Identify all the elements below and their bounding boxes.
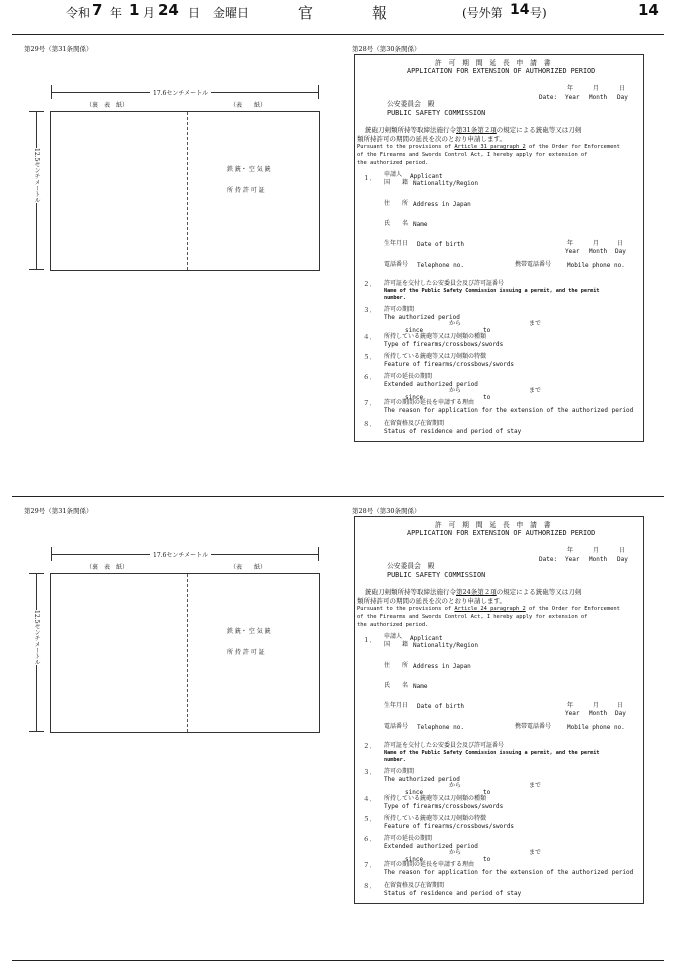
permit-card-diagram: [0, 462, 340, 762]
item6-en: Extended authorized period: [384, 381, 478, 388]
item6-number: ６．: [363, 835, 376, 843]
dob-en: Date of birth: [417, 703, 464, 710]
item8-number: ８．: [363, 420, 376, 428]
date-year-jp: 年: [567, 547, 574, 554]
item8-number: ８．: [363, 882, 376, 890]
width-dim-tick-left: [51, 547, 52, 561]
intro-en-line1: [357, 607, 620, 612]
header-month-unit: 月: [143, 6, 156, 20]
mobile-en: Mobile phone no.: [567, 262, 625, 269]
item5-jp: 所持している銃砲等又は刀剣類の特徴: [384, 353, 487, 360]
item4-jp: 所持している銃砲等又は刀剣類の種類: [384, 795, 487, 802]
item6-jp: 許可の延長の期間: [384, 373, 433, 380]
intro-jp-part1: 銃砲刀剣類所持等取締法施行令: [365, 588, 456, 596]
intro-en-line1: [357, 145, 620, 150]
dob-jp: 生年月日: [384, 702, 409, 709]
intro-jp-part1: 銃砲刀剣類所持等取締法施行令: [365, 126, 456, 134]
address-jp: 住 所: [384, 662, 409, 669]
item3-jp: 許可の期間: [384, 306, 415, 313]
date-day-jp: 日: [619, 547, 626, 554]
item2-jp: 許可証を交付した公安委員会及び許可証番号: [384, 742, 505, 749]
item6-jp: 許可の延長の期間: [384, 835, 433, 842]
item5-number: ５．: [363, 815, 376, 823]
item5-number: ５．: [363, 353, 376, 361]
mobile-jp: 携帯電話番号: [515, 723, 552, 730]
phone-en: Telephone no.: [417, 724, 464, 731]
width-dimension-label: 17.6センチメートル: [150, 88, 211, 97]
mobile-jp: 携帯電話番号: [515, 261, 552, 268]
date-label-en: Date:: [539, 94, 558, 101]
header-weekday: 金曜日: [213, 6, 250, 20]
date-year-jp: 年: [567, 85, 574, 92]
item3-to-en: to: [483, 327, 491, 334]
item6-from-jp: から: [449, 849, 462, 856]
intro-jp-line1: [365, 127, 581, 134]
item1-number: １．: [363, 636, 376, 644]
header-year-unit: 年: [110, 6, 123, 20]
card-fold-line: [187, 574, 188, 732]
item5-jp: 所持している銃砲等又は刀剣類の特徴: [384, 815, 487, 822]
form-title-jp: 許 可 期 間 延 長 申 請 書: [435, 521, 551, 529]
header-issue: (号外第: [462, 6, 503, 20]
dob-year-jp: 年: [567, 240, 574, 247]
item5-en: Feature of firearms/crossbows/swords: [384, 823, 515, 830]
item3-since-en: since: [405, 789, 424, 796]
permit-card-diagram: [0, 0, 340, 300]
header-issue-end: 号): [530, 6, 547, 20]
dob-month-en: Month: [589, 710, 608, 717]
item8-en: Status of residence and period of stay: [384, 890, 522, 897]
intro-en-part2: of the Order for Enforcement: [525, 144, 620, 150]
width-dim-tick-right: [318, 547, 319, 561]
item3-en: The authorized period: [384, 314, 460, 321]
intro-en-article: Article 31 paragraph 2: [454, 144, 526, 150]
item4-jp: 所持している銃砲等又は刀剣類の種類: [384, 333, 487, 340]
item7-en: The reason for application for the extension of the authorized period: [384, 869, 634, 876]
item7-en: The reason for application for the extension of the authorized period: [384, 407, 634, 414]
item4-number: ４．: [363, 333, 376, 341]
item4-en: Type of firearms/crossbows/swords: [384, 803, 504, 810]
back-cover-label: （裏 表 紙）: [86, 102, 129, 109]
item2-en-line2: number.: [384, 295, 406, 301]
item6-to-en: to: [483, 394, 491, 401]
intro-jp-line2: 類所持許可の期間の延長を次のとおり申請します。: [357, 597, 506, 605]
name-jp: 氏 名: [384, 220, 409, 227]
item4-number: ４．: [363, 795, 376, 803]
width-dimension-label: 17.6センチメートル: [150, 550, 211, 559]
height-dimension-label: 12.5センチメートル: [33, 610, 40, 666]
item6-since-en: since: [405, 394, 424, 401]
item5-en: Feature of firearms/crossbows/swords: [384, 361, 515, 368]
card-fold-line: [187, 112, 188, 270]
item3-from-jp: から: [449, 320, 462, 327]
form-title-en: APPLICATION FOR EXTENSION OF AUTHORIZED PERIOD: [407, 529, 596, 537]
intro-jp-line1: [365, 589, 581, 596]
item6-from-jp: から: [449, 387, 462, 394]
phone-jp: 電話番号: [384, 261, 409, 268]
address-jp: 住 所: [384, 200, 409, 207]
card-title-line1: 鉄 銃・ 空 気 銃: [227, 628, 271, 635]
form-28-label: 第28号（第30条関係）: [352, 45, 421, 53]
dob-year-en: Year: [565, 710, 580, 717]
height-dim-tick-top: [29, 111, 44, 112]
dob-jp: 生年月日: [384, 240, 409, 247]
intro-en-line2: of the Firearms and Swords Control Act, I hereby apply for extension of: [357, 614, 588, 620]
applicant-en: Applicant: [410, 635, 443, 642]
intro-jp-article: 第31条第２項: [456, 126, 497, 134]
intro-jp-article: 第24条第２項: [456, 588, 497, 596]
item8-en: Status of residence and period of stay: [384, 428, 522, 435]
item2-jp: 許可証を交付した公安委員会及び許可証番号: [384, 280, 505, 287]
addressee-jp: 公安委員会 殿: [387, 562, 435, 570]
intro-jp-line2: 類所持許可の期間の延長を次のとおり申請します。: [357, 135, 506, 143]
item3-number: ３．: [363, 306, 376, 314]
date-day-en: Day: [617, 94, 628, 101]
dob-year-en: Year: [565, 248, 580, 255]
item2-en-line1: Name of the Public Safety Commission issuing a permit, and the permit: [384, 750, 600, 756]
header-issue-num: 14: [510, 2, 530, 18]
date-year-en: Year: [565, 94, 580, 101]
item3-number: ３．: [363, 768, 376, 776]
address-en: Address in Japan: [413, 663, 471, 670]
item7-number: ７．: [363, 399, 376, 407]
dob-day-en: Day: [615, 710, 626, 717]
dob-month-en: Month: [589, 248, 608, 255]
item3-to-en: to: [483, 789, 491, 796]
applicant-jp: 申請人: [384, 633, 403, 640]
date-month-jp: 月: [593, 547, 600, 554]
divider-rule: [12, 496, 664, 497]
item6-since-en: since: [405, 856, 424, 863]
header-title: 官 報: [298, 4, 410, 22]
name-en: Name: [413, 221, 428, 228]
back-cover-label: （裏 表 紙）: [86, 564, 129, 571]
item2-number: ２．: [363, 280, 376, 288]
front-cover-label: （表 紙）: [230, 102, 267, 109]
date-label-en: Date:: [539, 556, 558, 563]
form-28-label: 第28号（第30条関係）: [352, 507, 421, 515]
dob-day-jp: 日: [617, 702, 624, 709]
form-29-label: 第29号（第31条関係）: [24, 507, 93, 515]
item6-until-jp: まで: [529, 387, 542, 394]
item7-number: ７．: [363, 861, 376, 869]
item3-jp: 許可の期間: [384, 768, 415, 775]
date-month-en: Month: [589, 94, 608, 101]
dob-en: Date of birth: [417, 241, 464, 248]
intro-jp-part2: の規定による銃砲等又は刀剣: [496, 588, 582, 596]
card-title-line2: 所 持 許 可 証: [227, 649, 265, 656]
front-cover-label: （表 紙）: [230, 564, 267, 571]
item6-to-en: to: [483, 856, 491, 863]
item1-number: １．: [363, 174, 376, 182]
item3-since-en: since: [405, 327, 424, 334]
width-dim-tick-right: [318, 85, 319, 99]
permit-card: [50, 111, 320, 271]
addressee-en: PUBLIC SAFETY COMMISSION: [387, 109, 486, 117]
header-day-unit: 日: [188, 6, 201, 20]
intro-en-article: Article 24 paragraph 2: [454, 606, 526, 612]
date-month-jp: 月: [593, 85, 600, 92]
item6-en: Extended authorized period: [384, 843, 478, 850]
height-dim-tick-bottom: [29, 269, 44, 270]
dob-day-en: Day: [615, 248, 626, 255]
item4-en: Type of firearms/crossbows/swords: [384, 341, 504, 348]
header-month: 1: [129, 1, 140, 19]
card-title-line1: 鉄 銃・ 空 気 銃: [227, 166, 271, 173]
item3-en: The authorized period: [384, 776, 460, 783]
form-title-en: APPLICATION FOR EXTENSION OF AUTHORIZED PERIOD: [407, 67, 596, 75]
nationality-jp: 国 籍: [384, 179, 409, 186]
item2-en-line2: number.: [384, 757, 406, 763]
extension-application-form: [354, 516, 644, 904]
phone-jp: 電話番号: [384, 723, 409, 730]
height-dim-tick-top: [29, 573, 44, 574]
permit-card: [50, 573, 320, 733]
phone-en: Telephone no.: [417, 262, 464, 269]
nationality-en: Nationality/Region: [413, 642, 479, 649]
address-en: Address in Japan: [413, 201, 471, 208]
height-dim-tick-bottom: [29, 731, 44, 732]
intro-jp-part2: の規定による銃砲等又は刀剣: [496, 126, 582, 134]
addressee-en: PUBLIC SAFETY COMMISSION: [387, 571, 486, 579]
intro-en-line3: the authorized period.: [357, 160, 429, 166]
name-en: Name: [413, 683, 428, 690]
applicant-jp: 申請人: [384, 171, 403, 178]
date-day-jp: 日: [619, 85, 626, 92]
item3-until-jp: まで: [529, 320, 542, 327]
intro-en-line3: the authorized period.: [357, 622, 429, 628]
header-year: 7: [92, 1, 103, 19]
intro-en-line2: of the Firearms and Swords Control Act, I hereby apply for extension of: [357, 152, 588, 158]
name-jp: 氏 名: [384, 682, 409, 689]
footer-rule: [12, 960, 664, 961]
item8-jp: 在留資格及び在留期間: [384, 882, 445, 889]
applicant-en: Applicant: [410, 173, 443, 180]
addressee-jp: 公安委員会 殿: [387, 100, 435, 108]
intro-en-part1: Pursuant to the provisions of: [357, 606, 455, 612]
intro-en-part1: Pursuant to the provisions of: [357, 144, 455, 150]
width-dim-tick-left: [51, 85, 52, 99]
item8-jp: 在留資格及び在留期間: [384, 420, 445, 427]
item2-en-line1: Name of the Public Safety Commission issuing a permit, and the permit: [384, 288, 600, 294]
nationality-en: Nationality/Region: [413, 180, 479, 187]
date-month-en: Month: [589, 556, 608, 563]
form-29-label: 第29号（第31条関係）: [24, 45, 93, 53]
mobile-en: Mobile phone no.: [567, 724, 625, 731]
item3-until-jp: まで: [529, 782, 542, 789]
item7-jp: 許可の期間の延長を申請する理由: [384, 861, 475, 868]
card-title-line2: 所 持 許 可 証: [227, 187, 265, 194]
header-day: 24: [158, 1, 179, 19]
form-title-jp: 許 可 期 間 延 長 申 請 書: [435, 59, 551, 67]
item6-until-jp: まで: [529, 849, 542, 856]
page-number: 14: [638, 1, 659, 19]
item6-number: ６．: [363, 373, 376, 381]
header-era: 令和: [66, 6, 91, 20]
dob-month-jp: 月: [593, 702, 600, 709]
dob-year-jp: 年: [567, 702, 574, 709]
height-dimension-label: 12.5センチメートル: [33, 148, 40, 204]
dob-month-jp: 月: [593, 240, 600, 247]
date-year-en: Year: [565, 556, 580, 563]
intro-en-part2: of the Order for Enforcement: [525, 606, 620, 612]
dob-day-jp: 日: [617, 240, 624, 247]
item7-jp: 許可の期間の延長を申請する理由: [384, 399, 475, 406]
extension-application-form: [354, 54, 644, 442]
nationality-jp: 国 籍: [384, 641, 409, 648]
date-day-en: Day: [617, 556, 628, 563]
item3-from-jp: から: [449, 782, 462, 789]
item2-number: ２．: [363, 742, 376, 750]
